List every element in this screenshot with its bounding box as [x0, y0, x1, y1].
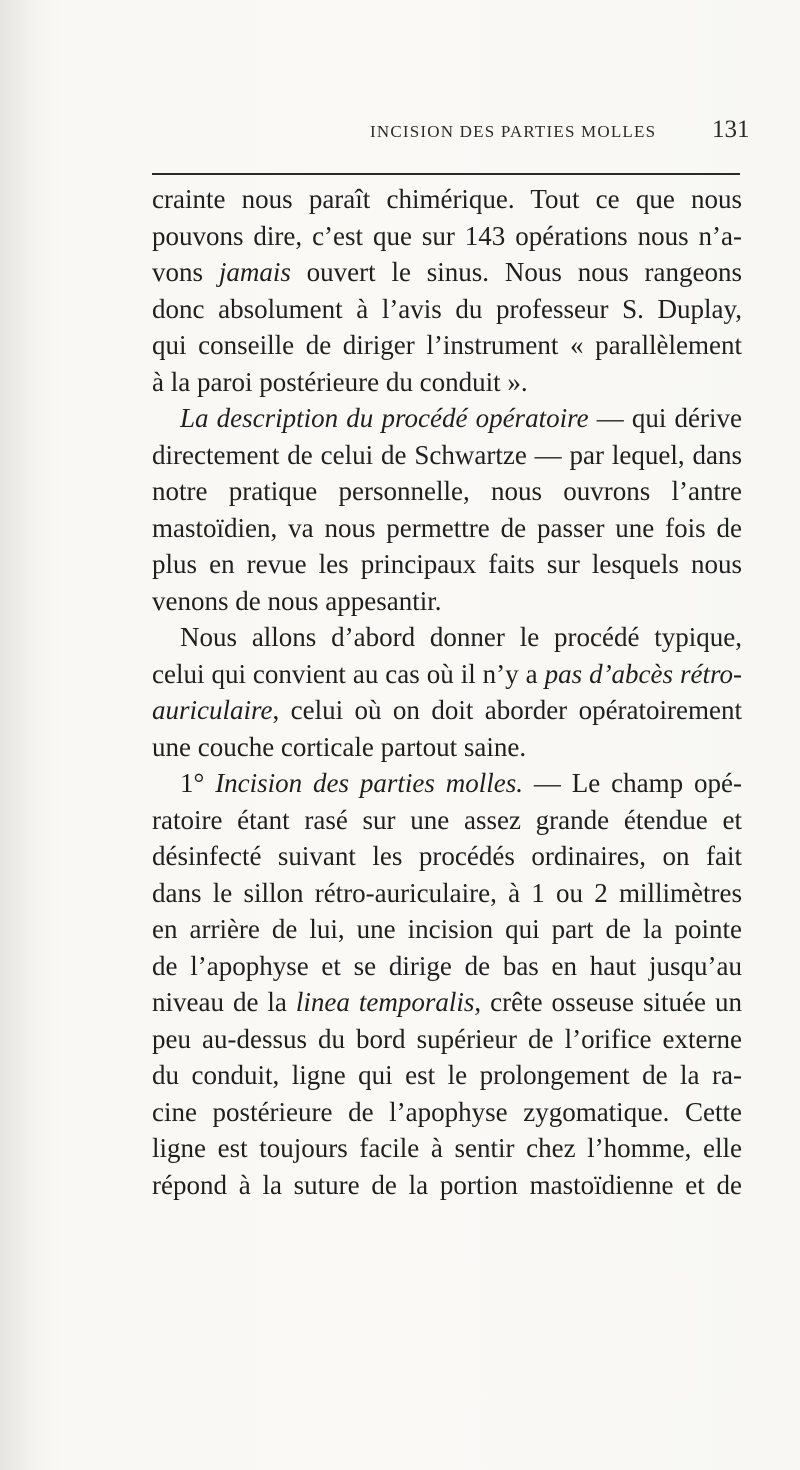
text-line: donc absolument à l’avis du professeur S. Duplay,	[152, 293, 742, 324]
running-head: INCISION DES PARTIES MOLLES	[370, 122, 657, 141]
text-line: vons jamais ouvert le sinus. Nous nous rangeons	[152, 257, 742, 287]
text-line: crainte nous paraît chimérique. Tout ce que nous	[152, 184, 742, 214]
text-line: cine postérieure de l’apophyse zygomatique. Cette	[152, 1096, 742, 1127]
text-line: désinfecté suivant les procédés ordinaires, on fait	[152, 841, 742, 871]
text-line: ratoire étant rasé sur une assez grande étendue et	[152, 804, 742, 835]
text-line: venons de nous appesantir.	[152, 585, 442, 616]
text-line: directement de celui de Schwartze — par lequel, dans	[152, 439, 742, 470]
text-line: plus en revue les principaux faits sur lesquels nous	[152, 549, 742, 579]
text-line: une couche corticale partout saine.	[152, 731, 527, 762]
page-gutter-shadow	[0, 0, 40, 1470]
text-line: dans le sillon rétro-auriculaire, à 1 ou 2 millimètres	[152, 877, 742, 908]
text-line: du conduit, ligne qui est le prolongement de la ra-	[152, 1060, 742, 1090]
text-line: La description du procédé opératoire — qui dérive	[180, 403, 742, 433]
text-line: ligne est toujours facile à sentir chez l’homme, elle	[152, 1133, 742, 1163]
text-line: Nous allons d’abord donner le procédé typique,	[180, 622, 742, 652]
text-line: 1° Incision des parties molles. — Le champ opé-	[180, 768, 742, 798]
body-text	[152, 181, 742, 1203]
text-line: de l’apophyse et se dirige de bas en haut jusqu’au	[152, 950, 742, 981]
text-line: celui qui convient au cas où il n’y a pas d’abcès rétro-	[152, 658, 742, 689]
text-line: auriculaire, celui où on doit aborder opératoirement	[152, 695, 742, 725]
text-line: peu au-dessus du bord supérieur de l’orifice externe	[152, 1023, 742, 1054]
text-line: mastoïdien, va nous permettre de passer une fois de	[152, 512, 742, 543]
header-rule	[152, 173, 740, 175]
text-line: niveau de la linea temporalis, crête osseuse située un	[152, 987, 742, 1017]
text-line: à la paroi postérieure du conduit ».	[152, 366, 528, 397]
page-number: 131	[712, 116, 750, 143]
text-line: en arrière de lui, une incision qui part de la pointe	[152, 914, 742, 944]
text-line: notre pratique personnelle, nous ouvrons l’antre	[152, 476, 742, 506]
text-line: pouvons dire, c’est que sur 143 opérations nous n’a-	[152, 220, 742, 251]
text-line: répond à la suture de la portion mastoïdienne et de	[152, 1169, 742, 1200]
text-line: qui conseille de diriger l’instrument « parallèlement	[152, 330, 742, 360]
